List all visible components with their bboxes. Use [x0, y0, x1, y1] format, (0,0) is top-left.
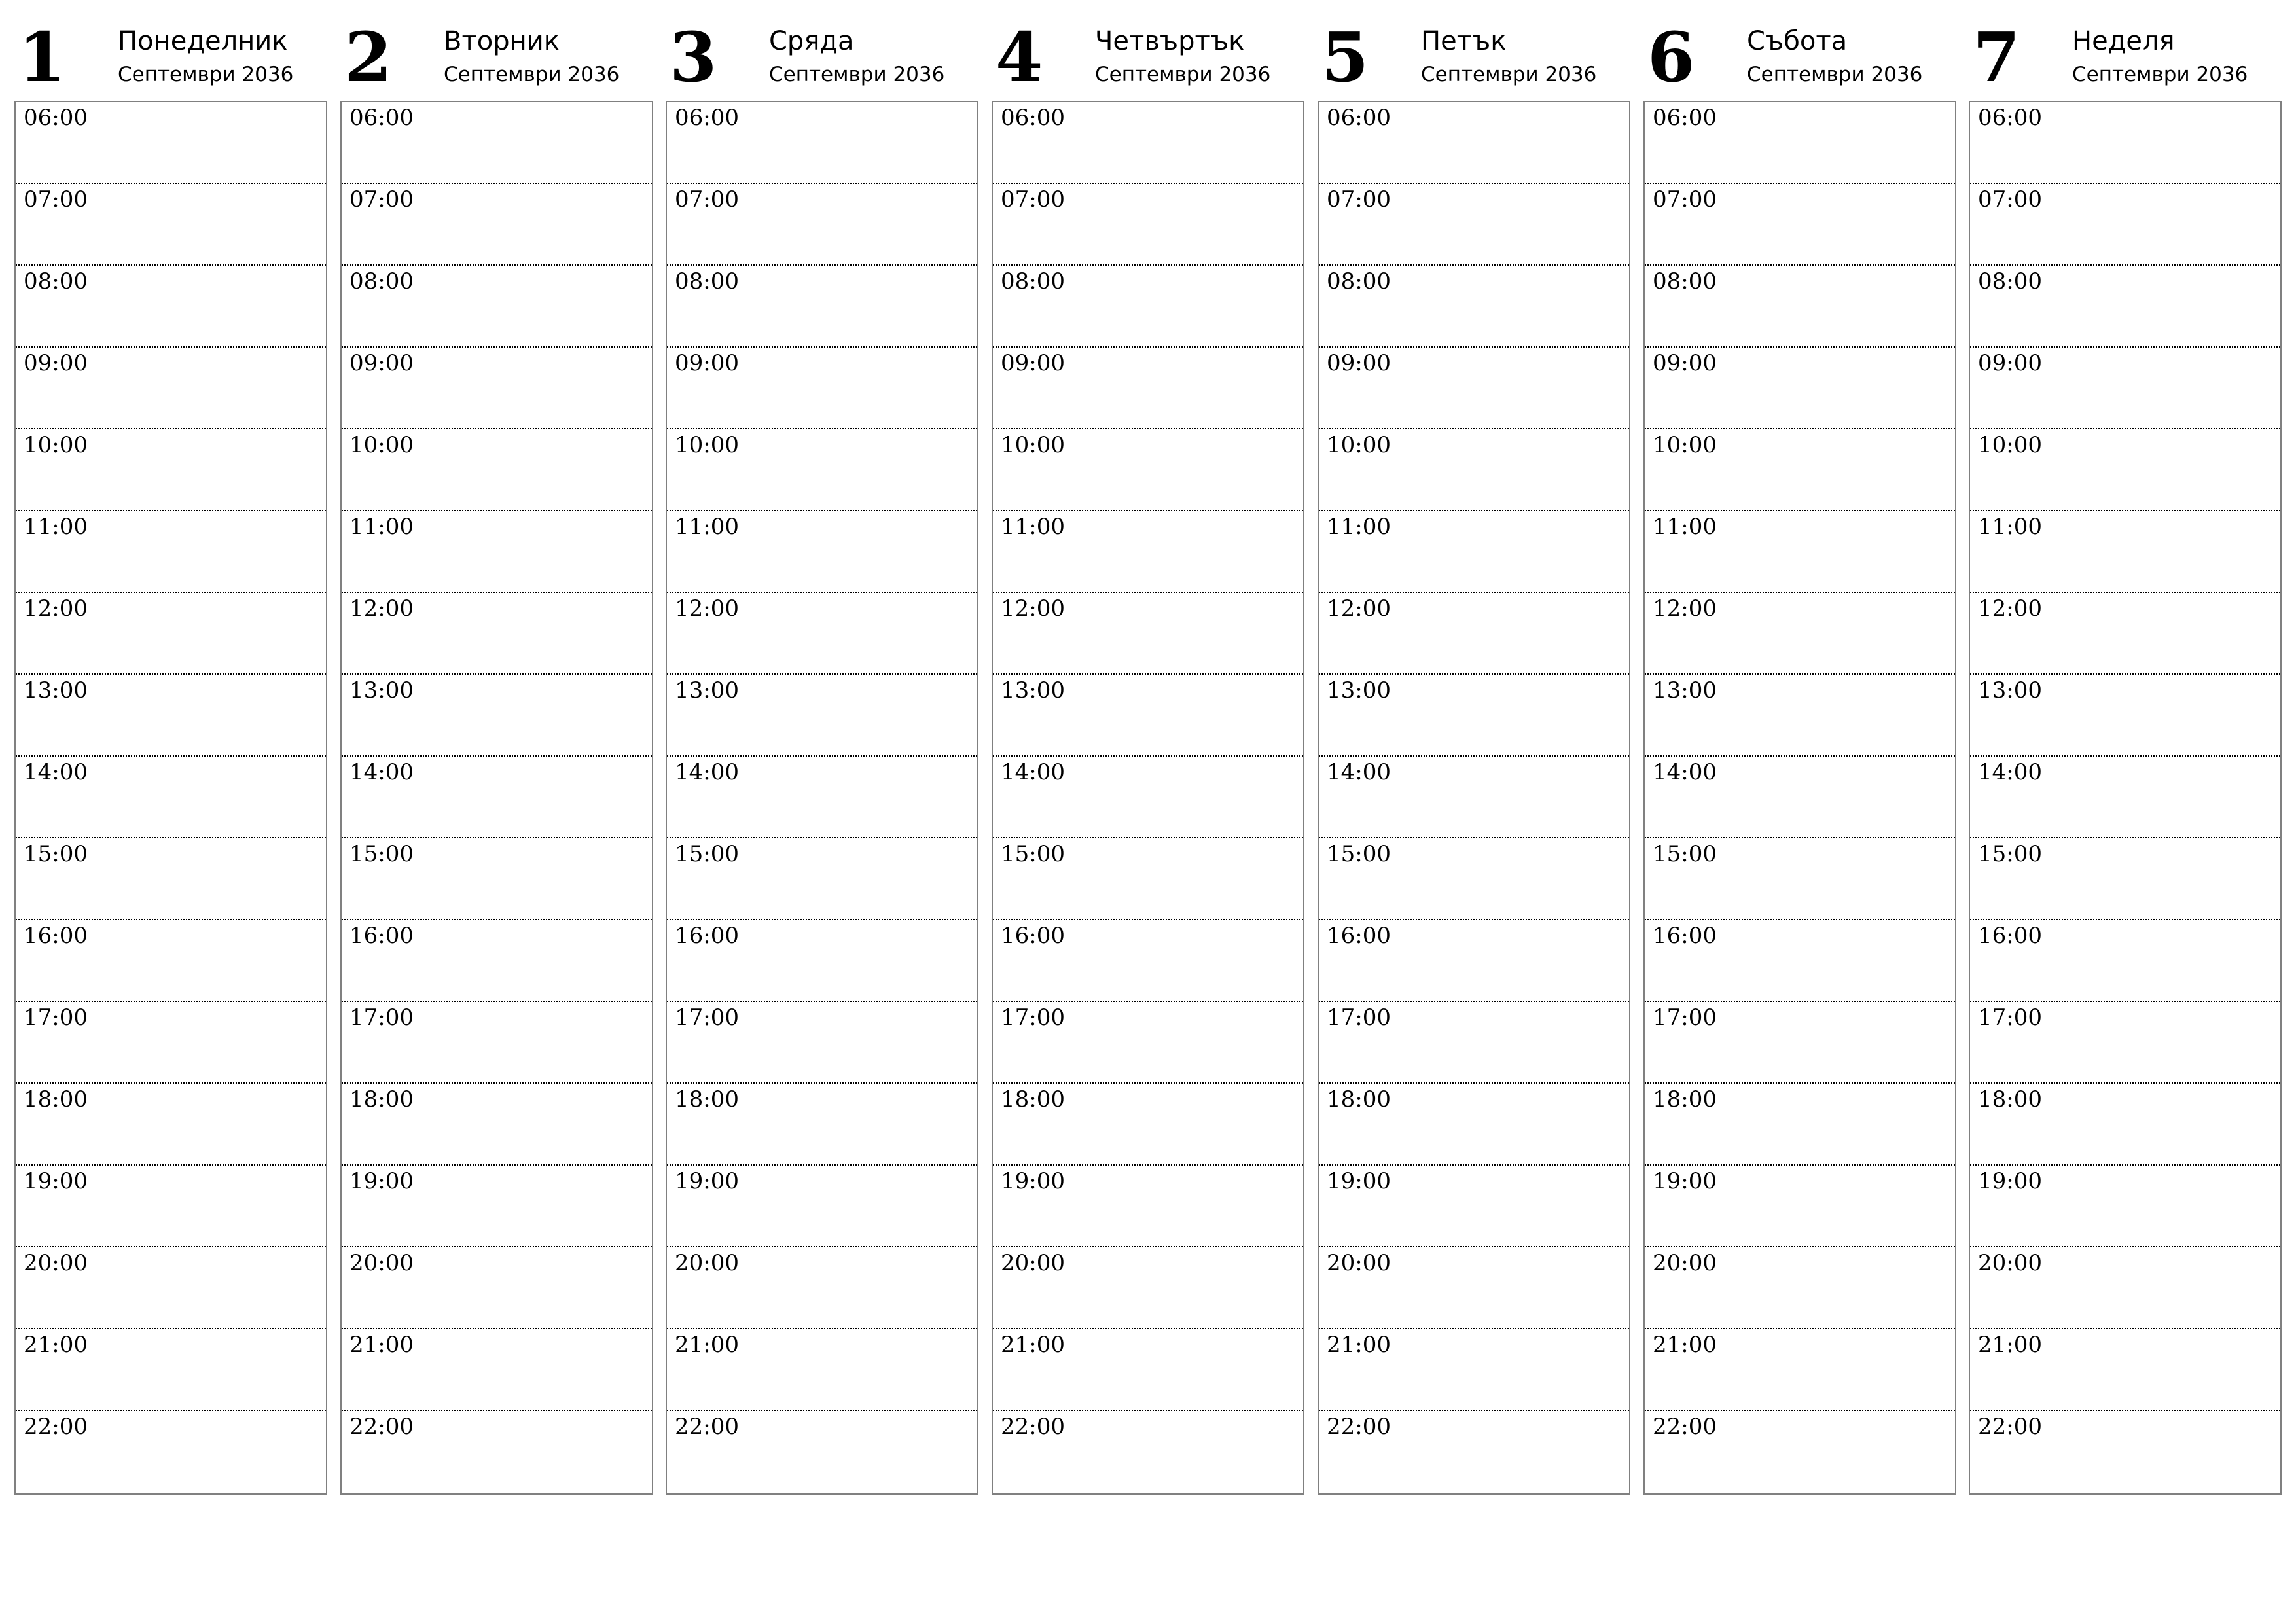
time-label: 21:00	[1978, 1332, 2042, 1358]
time-slot[interactable]	[342, 1164, 652, 1247]
time-label: 20:00	[1001, 1250, 1065, 1276]
time-label: 13:00	[24, 677, 88, 704]
time-label: 20:00	[24, 1250, 88, 1276]
time-label: 21:00	[675, 1332, 739, 1358]
day-name: Четвъртък	[1095, 26, 1245, 56]
day-column	[992, 0, 1304, 1499]
time-label: 16:00	[350, 923, 414, 949]
time-label: 17:00	[1001, 1005, 1065, 1031]
day-month-label: Септември 2036	[1747, 63, 1923, 86]
time-label: 06:00	[24, 105, 88, 131]
time-slot[interactable]	[342, 102, 652, 184]
time-label: 14:00	[1653, 759, 1717, 785]
time-label: 10:00	[675, 432, 739, 458]
time-slot[interactable]	[342, 264, 652, 348]
time-label: 17:00	[24, 1005, 88, 1031]
time-label: 08:00	[1653, 268, 1717, 294]
time-label: 15:00	[1978, 841, 2042, 867]
time-slot[interactable]	[342, 592, 652, 675]
time-slot[interactable]	[16, 102, 326, 184]
time-label: 10:00	[24, 432, 88, 458]
time-label: 13:00	[1653, 677, 1717, 704]
day-month-label: Септември 2036	[118, 63, 294, 86]
time-slot[interactable]	[16, 1328, 326, 1411]
time-slot[interactable]	[667, 1410, 977, 1493]
time-slot[interactable]	[1970, 1164, 2280, 1247]
day-column	[666, 0, 978, 1499]
time-slot[interactable]	[1645, 1001, 1955, 1084]
time-slot[interactable]	[1970, 1410, 2280, 1493]
time-slot[interactable]	[993, 1246, 1303, 1329]
time-slot[interactable]	[1645, 428, 1955, 511]
time-slot[interactable]	[342, 1246, 652, 1329]
time-slot[interactable]	[1970, 919, 2280, 1002]
time-label: 06:00	[1327, 105, 1391, 131]
time-label: 22:00	[350, 1414, 414, 1440]
time-slot[interactable]	[667, 264, 977, 348]
time-label: 11:00	[1653, 514, 1717, 540]
time-label: 16:00	[1327, 923, 1391, 949]
day-number: 7	[1973, 17, 2020, 98]
time-slot[interactable]	[1970, 837, 2280, 920]
time-label: 13:00	[1978, 677, 2042, 704]
time-label: 21:00	[350, 1332, 414, 1358]
time-label: 18:00	[1327, 1086, 1391, 1113]
day-number: 6	[1647, 17, 1695, 98]
time-slot[interactable]	[1645, 673, 1955, 757]
day-number: 3	[670, 17, 717, 98]
time-label: 07:00	[675, 187, 739, 213]
time-slot[interactable]	[1645, 1410, 1955, 1493]
time-label: 07:00	[1001, 187, 1065, 213]
time-slot[interactable]	[1970, 1328, 2280, 1411]
time-label: 16:00	[1653, 923, 1717, 949]
time-label: 10:00	[1001, 432, 1065, 458]
day-column	[1969, 0, 2282, 1499]
time-slot[interactable]	[993, 592, 1303, 675]
time-label: 16:00	[675, 923, 739, 949]
time-slot[interactable]	[16, 837, 326, 920]
time-label: 17:00	[350, 1005, 414, 1031]
time-slot[interactable]	[1645, 1082, 1955, 1166]
time-slot[interactable]	[667, 102, 977, 184]
time-label: 22:00	[24, 1414, 88, 1440]
time-slot[interactable]	[993, 919, 1303, 1002]
time-slot[interactable]	[1645, 102, 1955, 184]
time-slot[interactable]	[342, 1328, 652, 1411]
time-label: 18:00	[1653, 1086, 1717, 1113]
time-slot[interactable]	[993, 510, 1303, 593]
time-slot[interactable]	[1319, 264, 1629, 348]
time-slot[interactable]	[1319, 1410, 1629, 1493]
time-slot[interactable]	[1970, 510, 2280, 593]
time-label: 22:00	[1327, 1414, 1391, 1440]
time-label: 09:00	[24, 350, 88, 376]
day-schedule-grid	[14, 101, 327, 1495]
time-label: 11:00	[1327, 514, 1391, 540]
time-label: 19:00	[1327, 1168, 1391, 1194]
time-label: 12:00	[1001, 596, 1065, 622]
time-slot[interactable]	[1970, 673, 2280, 757]
time-label: 12:00	[675, 596, 739, 622]
time-slot[interactable]	[16, 919, 326, 1002]
time-slot[interactable]	[993, 346, 1303, 429]
time-label: 12:00	[1327, 596, 1391, 622]
time-slot[interactable]	[1970, 755, 2280, 838]
time-label: 06:00	[675, 105, 739, 131]
time-label: 17:00	[1653, 1005, 1717, 1031]
time-label: 11:00	[1001, 514, 1065, 540]
time-label: 10:00	[1978, 432, 2042, 458]
time-label: 07:00	[1327, 187, 1391, 213]
day-name: Понеделник	[118, 26, 288, 56]
time-label: 16:00	[1978, 923, 2042, 949]
time-slot[interactable]	[342, 510, 652, 593]
day-month-label: Септември 2036	[769, 63, 945, 86]
time-label: 15:00	[350, 841, 414, 867]
time-slot[interactable]	[667, 1164, 977, 1247]
time-label: 08:00	[350, 268, 414, 294]
time-label: 08:00	[675, 268, 739, 294]
time-label: 13:00	[350, 677, 414, 704]
time-label: 13:00	[1001, 677, 1065, 704]
time-label: 09:00	[350, 350, 414, 376]
time-slot[interactable]	[342, 183, 652, 266]
time-label: 20:00	[675, 1250, 739, 1276]
time-label: 21:00	[1327, 1332, 1391, 1358]
day-month-label: Септември 2036	[2072, 63, 2248, 86]
time-label: 19:00	[1001, 1168, 1065, 1194]
time-label: 16:00	[1001, 923, 1065, 949]
time-slot[interactable]	[16, 1001, 326, 1084]
time-label: 21:00	[1653, 1332, 1717, 1358]
time-label: 18:00	[24, 1086, 88, 1113]
time-label: 08:00	[24, 268, 88, 294]
time-label: 09:00	[1327, 350, 1391, 376]
time-slot[interactable]	[1970, 592, 2280, 675]
time-slot[interactable]	[1970, 183, 2280, 266]
time-slot[interactable]	[342, 1082, 652, 1166]
time-slot[interactable]	[1645, 592, 1955, 675]
time-slot[interactable]	[16, 673, 326, 757]
time-slot[interactable]	[993, 264, 1303, 348]
time-slot[interactable]	[667, 755, 977, 838]
time-label: 10:00	[1653, 432, 1717, 458]
time-label: 06:00	[1001, 105, 1065, 131]
time-slot[interactable]	[1970, 102, 2280, 184]
time-label: 08:00	[1001, 268, 1065, 294]
time-slot[interactable]	[667, 673, 977, 757]
time-label: 14:00	[1001, 759, 1065, 785]
time-label: 18:00	[675, 1086, 739, 1113]
time-slot[interactable]	[16, 592, 326, 675]
time-label: 18:00	[1001, 1086, 1065, 1113]
time-label: 09:00	[675, 350, 739, 376]
time-slot[interactable]	[16, 755, 326, 838]
time-slot[interactable]	[16, 346, 326, 429]
time-label: 09:00	[1653, 350, 1717, 376]
time-label: 19:00	[350, 1168, 414, 1194]
time-slot[interactable]	[993, 1001, 1303, 1084]
time-slot[interactable]	[993, 1082, 1303, 1166]
time-slot[interactable]	[1645, 755, 1955, 838]
time-slot[interactable]	[1319, 1246, 1629, 1329]
time-label: 07:00	[1978, 187, 2042, 213]
time-slot[interactable]	[1645, 1164, 1955, 1247]
day-schedule-grid	[1318, 101, 1630, 1495]
time-label: 19:00	[1653, 1168, 1717, 1194]
time-label: 14:00	[1327, 759, 1391, 785]
time-slot[interactable]	[1645, 919, 1955, 1002]
time-label: 10:00	[1327, 432, 1391, 458]
time-slot[interactable]	[16, 1082, 326, 1166]
day-schedule-grid	[1969, 101, 2282, 1495]
time-slot[interactable]	[1970, 264, 2280, 348]
time-slot[interactable]	[667, 183, 977, 266]
time-label: 15:00	[675, 841, 739, 867]
time-label: 06:00	[1978, 105, 2042, 131]
day-column	[340, 0, 653, 1499]
day-number: 2	[344, 17, 392, 98]
time-slot[interactable]	[342, 1001, 652, 1084]
time-slot[interactable]	[667, 428, 977, 511]
time-label: 20:00	[1327, 1250, 1391, 1276]
time-label: 22:00	[1001, 1414, 1065, 1440]
time-slot[interactable]	[667, 510, 977, 593]
day-number: 4	[996, 17, 1043, 98]
time-slot[interactable]	[993, 183, 1303, 266]
day-month-label: Септември 2036	[1421, 63, 1597, 86]
time-slot[interactable]	[993, 755, 1303, 838]
time-slot[interactable]	[1319, 1164, 1629, 1247]
time-slot[interactable]	[1970, 428, 2280, 511]
day-column	[1643, 0, 1956, 1499]
time-label: 09:00	[1978, 350, 2042, 376]
time-label: 22:00	[1653, 1414, 1717, 1440]
time-slot[interactable]	[1319, 592, 1629, 675]
time-slot[interactable]	[16, 264, 326, 348]
time-label: 12:00	[350, 596, 414, 622]
time-slot[interactable]	[667, 1246, 977, 1329]
time-slot[interactable]	[1319, 837, 1629, 920]
day-name: Вторник	[444, 26, 560, 56]
time-slot[interactable]	[667, 919, 977, 1002]
time-label: 17:00	[1978, 1005, 2042, 1031]
time-slot[interactable]	[1645, 1246, 1955, 1329]
time-slot[interactable]	[993, 428, 1303, 511]
time-label: 08:00	[1327, 268, 1391, 294]
day-number: 5	[1321, 17, 1369, 98]
time-slot[interactable]	[993, 102, 1303, 184]
time-label: 14:00	[675, 759, 739, 785]
time-label: 14:00	[24, 759, 88, 785]
time-label: 12:00	[24, 596, 88, 622]
time-slot[interactable]	[1645, 837, 1955, 920]
time-slot[interactable]	[993, 1164, 1303, 1247]
time-label: 07:00	[1653, 187, 1717, 213]
time-slot[interactable]	[667, 837, 977, 920]
day-schedule-grid	[666, 101, 978, 1495]
time-label: 14:00	[1978, 759, 2042, 785]
time-label: 21:00	[1001, 1332, 1065, 1358]
time-slot[interactable]	[993, 673, 1303, 757]
time-slot[interactable]	[993, 837, 1303, 920]
time-slot[interactable]	[16, 510, 326, 593]
time-label: 17:00	[1327, 1005, 1391, 1031]
time-label: 08:00	[1978, 268, 2042, 294]
time-slot[interactable]	[667, 1082, 977, 1166]
time-slot[interactable]	[667, 592, 977, 675]
time-label: 20:00	[1653, 1250, 1717, 1276]
time-label: 22:00	[1978, 1414, 2042, 1440]
time-slot[interactable]	[1645, 183, 1955, 266]
day-name: Петък	[1421, 26, 1507, 56]
time-slot[interactable]	[342, 428, 652, 511]
day-column	[1318, 0, 1630, 1499]
time-label: 11:00	[675, 514, 739, 540]
day-name: Сряда	[769, 26, 854, 56]
time-slot[interactable]	[1645, 510, 1955, 593]
time-label: 06:00	[350, 105, 414, 131]
time-slot[interactable]	[1645, 346, 1955, 429]
time-slot[interactable]	[667, 1328, 977, 1411]
time-slot[interactable]	[1970, 346, 2280, 429]
time-label: 19:00	[24, 1168, 88, 1194]
time-slot[interactable]	[1319, 919, 1629, 1002]
day-schedule-grid	[1643, 101, 1956, 1495]
time-slot[interactable]	[16, 1164, 326, 1247]
time-slot[interactable]	[342, 1410, 652, 1493]
time-slot[interactable]	[1319, 1001, 1629, 1084]
time-slot[interactable]	[993, 1410, 1303, 1493]
time-slot[interactable]	[1319, 346, 1629, 429]
time-label: 21:00	[24, 1332, 88, 1358]
time-slot[interactable]	[1319, 510, 1629, 593]
time-label: 11:00	[1978, 514, 2042, 540]
time-label: 16:00	[24, 923, 88, 949]
time-slot[interactable]	[667, 1001, 977, 1084]
day-name: Събота	[1747, 26, 1848, 56]
day-month-label: Септември 2036	[1095, 63, 1271, 86]
time-slot[interactable]	[16, 183, 326, 266]
time-label: 13:00	[675, 677, 739, 704]
time-slot[interactable]	[1319, 1082, 1629, 1166]
time-label: 19:00	[675, 1168, 739, 1194]
time-slot[interactable]	[1319, 428, 1629, 511]
time-label: 07:00	[350, 187, 414, 213]
time-slot[interactable]	[1970, 1246, 2280, 1329]
time-slot[interactable]	[342, 673, 652, 757]
time-label: 07:00	[24, 187, 88, 213]
time-slot[interactable]	[342, 755, 652, 838]
time-label: 12:00	[1978, 596, 2042, 622]
time-slot[interactable]	[1319, 1328, 1629, 1411]
time-slot[interactable]	[1970, 1082, 2280, 1166]
time-slot[interactable]	[1645, 1328, 1955, 1411]
time-label: 15:00	[1327, 841, 1391, 867]
time-label: 11:00	[350, 514, 414, 540]
day-month-label: Септември 2036	[444, 63, 620, 86]
time-label: 14:00	[350, 759, 414, 785]
day-number: 1	[18, 17, 66, 98]
time-slot[interactable]	[1319, 183, 1629, 266]
time-slot[interactable]	[1319, 755, 1629, 838]
time-slot[interactable]	[16, 428, 326, 511]
day-name: Неделя	[2072, 26, 2175, 56]
time-label: 18:00	[1978, 1086, 2042, 1113]
time-label: 12:00	[1653, 596, 1717, 622]
time-slot[interactable]	[342, 919, 652, 1002]
time-slot[interactable]	[1319, 673, 1629, 757]
time-slot[interactable]	[667, 346, 977, 429]
time-slot[interactable]	[1319, 102, 1629, 184]
time-slot[interactable]	[1645, 264, 1955, 348]
day-schedule-grid	[992, 101, 1304, 1495]
time-label: 15:00	[24, 841, 88, 867]
time-label: 13:00	[1327, 677, 1391, 704]
time-label: 09:00	[1001, 350, 1065, 376]
time-slot[interactable]	[16, 1410, 326, 1493]
time-label: 20:00	[350, 1250, 414, 1276]
time-label: 15:00	[1001, 841, 1065, 867]
time-slot[interactable]	[993, 1328, 1303, 1411]
time-label: 17:00	[675, 1005, 739, 1031]
time-label: 18:00	[350, 1086, 414, 1113]
day-schedule-grid	[340, 101, 653, 1495]
time-slot[interactable]	[342, 837, 652, 920]
time-label: 15:00	[1653, 841, 1717, 867]
time-slot[interactable]	[342, 346, 652, 429]
time-label: 20:00	[1978, 1250, 2042, 1276]
time-label: 10:00	[350, 432, 414, 458]
time-slot[interactable]	[16, 1246, 326, 1329]
time-slot[interactable]	[1970, 1001, 2280, 1084]
day-column	[14, 0, 327, 1499]
time-label: 19:00	[1978, 1168, 2042, 1194]
time-label: 06:00	[1653, 105, 1717, 131]
time-label: 22:00	[675, 1414, 739, 1440]
time-label: 11:00	[24, 514, 88, 540]
